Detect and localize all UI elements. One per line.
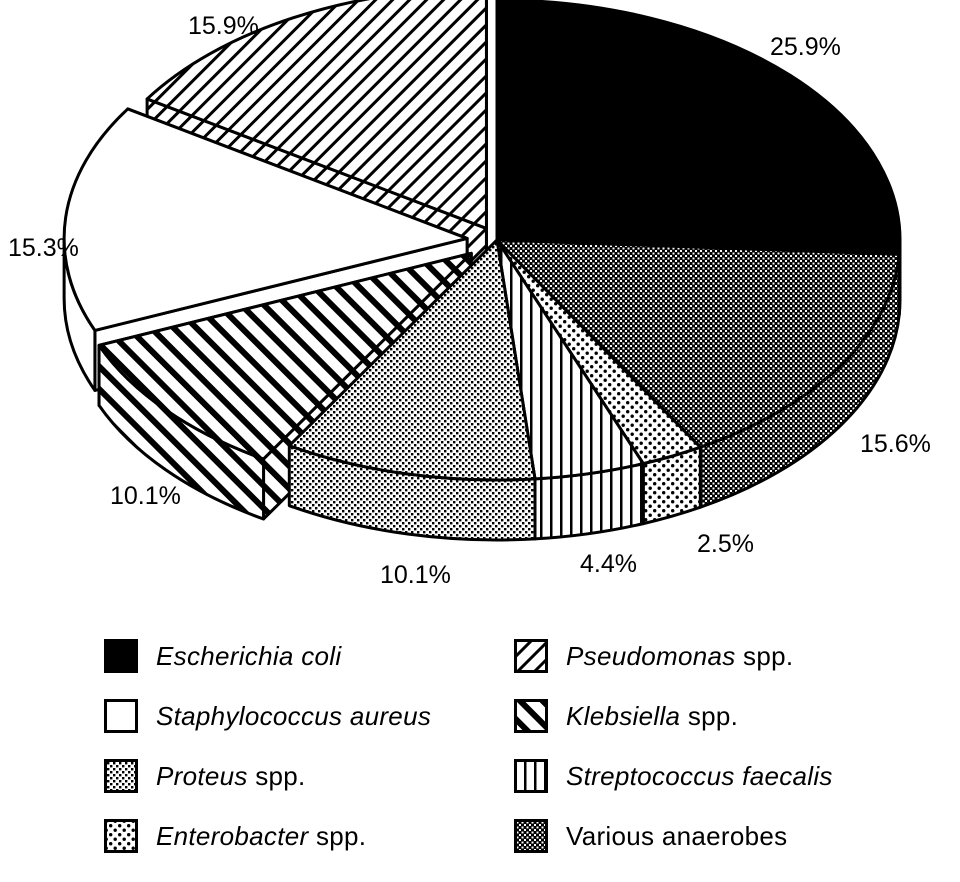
legend-item: [514, 698, 924, 734]
legend-label: Various anaerobes: [566, 820, 788, 851]
legend-item: [514, 818, 924, 854]
legend: [104, 638, 924, 854]
legend-item: [104, 698, 514, 734]
slice-value-label: 15.3%: [8, 234, 79, 262]
legend-label: Enterobacter spp.: [156, 820, 367, 851]
legend-swatch: [104, 699, 138, 733]
legend-item: [514, 638, 924, 674]
legend-swatch: [514, 759, 548, 793]
legend-item: [104, 758, 514, 794]
legend-label: Streptococcus faecalis: [566, 760, 833, 791]
slice-value-label: 25.9%: [770, 33, 841, 61]
legend-swatch: [514, 639, 548, 673]
legend-swatch: [514, 819, 548, 853]
slice-value-label: 10.1%: [110, 482, 181, 510]
legend-swatch: [104, 759, 138, 793]
legend-label: Klebsiella spp.: [566, 700, 739, 731]
legend-label: Staphylococcus aureus: [156, 700, 432, 731]
legend-label: Pseudomonas spp.: [566, 640, 794, 671]
slice-value-label: 10.1%: [380, 561, 451, 589]
legend-item: [514, 758, 924, 794]
legend-item: [104, 818, 514, 854]
slice-value-label: 15.6%: [860, 430, 931, 458]
legend-item: [104, 638, 514, 674]
legend-swatch: [104, 819, 138, 853]
slice-value-label: 15.9%: [188, 12, 259, 40]
legend-swatch: [104, 639, 138, 673]
slice-value-label: 4.4%: [580, 550, 637, 578]
legend-label: Escherichia coli: [156, 640, 342, 671]
slice-value-label: 2.5%: [697, 530, 754, 558]
legend-swatch: [514, 699, 548, 733]
legend-label: Proteus spp.: [156, 760, 306, 791]
